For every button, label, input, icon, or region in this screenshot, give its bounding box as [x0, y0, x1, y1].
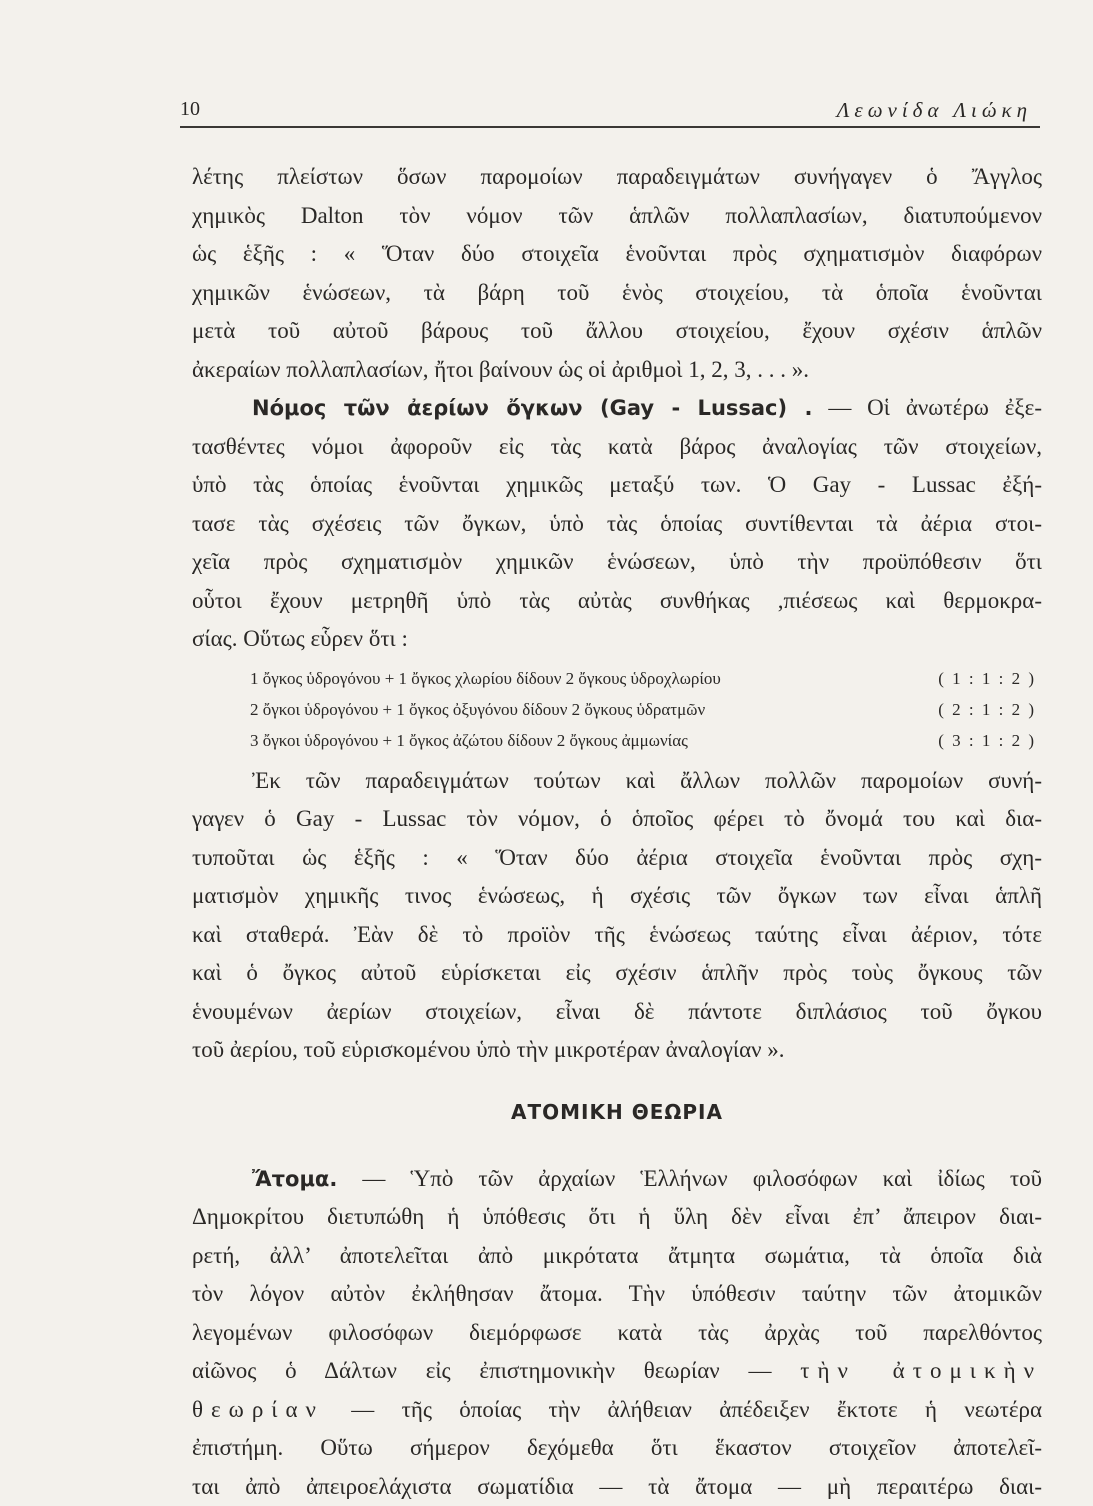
page-header	[180, 90, 1040, 128]
text-line: χημικῶν ἑνώσεων, τὰ βάρη τοῦ ἑνὸς στοιχείου, τὰ ὁποῖα ἑνοῦνται	[192, 274, 1042, 313]
reaction-text: 2 ὄγκοι ὑδρογόνου + 1 ὄγκος ὀξυγόνου δίδουν 2 ὄγκους ὑδρατμῶν	[250, 694, 705, 725]
text-line	[192, 389, 1042, 428]
text-line	[192, 1160, 1042, 1199]
reaction-row	[192, 663, 1042, 694]
spaced-term-atomic: τὴν ἀτομικὴν	[800, 1358, 1042, 1383]
reaction-ratio: ( 1 : 1 : 2 )	[938, 663, 1036, 694]
text-line: ἑνουμένων ἀερίων στοιχείων, εἶναι δὲ πάντοτε διπλάσιος τοῦ ὄγκου	[192, 993, 1042, 1032]
text-line: χεῖα πρὸς σχηματισμὸν χημικῶν ἑνώσεων, ὑπὸ τὴν προϋπόθεσιν ὅτι	[192, 543, 1042, 582]
text-line: Ἐκ τῶν παραδειγμάτων τούτων καὶ ἄλλων πολλῶν παρομοίων συνή-	[192, 762, 1042, 801]
text-line	[192, 1391, 1042, 1430]
section-heading: ΑΤΟΜΙΚΗ ΘΕΩΡΙΑ	[192, 1088, 1042, 1136]
text-line: οὗτοι ἔχουν μετρηθῆ ὑπὸ τὰς αὐτὰς συνθήκας ,πιέσεως καὶ θερμοκρα-	[192, 582, 1042, 621]
text-line: καὶ ὁ ὄγκος αὐτοῦ εὑρίσκεται εἰς σχέσιν ἁπλῆν πρὸς τοὺς ὄγκους τῶν	[192, 954, 1042, 993]
text-line: τασθέντες νόμοι ἀφοροῦν εἰς τὰς κατὰ βάρος ἀναλογίας τῶν στοιχείων,	[192, 428, 1042, 467]
reaction-list	[192, 663, 1042, 756]
text-line: μετὰ τοῦ αὐτοῦ βάρους τοῦ ἄλλου στοιχείου, ἔχουν σχέσιν ἁπλῶν	[192, 312, 1042, 351]
text-line: ἐπιστήμη. Οὕτω σήμερον δεχόμεθα ὅτι ἕκαστον στοιχεῖον ἀποτελεῖ-	[192, 1429, 1042, 1468]
reaction-ratio: ( 2 : 1 : 2 )	[938, 694, 1036, 725]
text-line: ματισμὸν χημικῆς τινος ἑνώσεως, ἡ σχέσις τῶν ὄγκων των εἶναι ἁπλῆ	[192, 877, 1042, 916]
text-line: τυποῦται ὡς ἑξῆς : « Ὅταν δύο ἀέρια στοιχεῖα ἑνοῦνται πρὸς σχη-	[192, 839, 1042, 878]
text-line: ὡς ἑξῆς : « Ὅταν δύο στοιχεῖα ἑνοῦνται πρὸς σχηματισμὸν διαφόρων	[192, 235, 1042, 274]
text-line: σίας. Οὕτως εὗρεν ὅτι :	[192, 620, 1042, 659]
text-line: λέτης πλείστων ὅσων παρομοίων παραδειγμάτων συνήγαγεν ὁ Ἄγγλος	[192, 158, 1042, 197]
text-line: ὑπὸ τὰς ὁποίας ἑνοῦνται χημικῶς μεταξύ των. Ὁ Gay - Lussac ἐξή-	[192, 466, 1042, 505]
atoms-first-line: — Ὑπὸ τῶν ἀρχαίων Ἑλλήνων φιλοσόφων καὶ ἰδίως τοῦ	[362, 1166, 1042, 1191]
text-line	[192, 1352, 1042, 1391]
text-line: ρετή, ἀλλ’ ἀποτελεῖται ἀπὸ μικρότατα ἄτμητα σωμάτια, τὰ ὁποῖα διὰ	[192, 1237, 1042, 1276]
gay-lussac-heading: Νόμος τῶν ἀερίων ὄγκων (Gay - Lussac) .	[252, 396, 813, 420]
reaction-text: 3 ὄγκοι ὑδρογόνου + 1 ὄγκος ἀζώτου δίδουν 2 ὄγκους ἀμμωνίας	[250, 725, 688, 756]
text-line: τὸν λόγον αὐτὸν ἐκλήθησαν ἄτομα. Τὴν ὑπόθεσιν ταύτην τῶν ἀτομικῶν	[192, 1275, 1042, 1314]
text-line: Δημοκρίτου διετυπώθη ἡ ὑπόθεσις ὅτι ἡ ὕλη δὲν εἶναι ἐπ’ ἄπειρον διαι-	[192, 1198, 1042, 1237]
text-line: γαγεν ὁ Gay - Lussac τὸν νόμον, ὁ ὁποῖος φέρει τὸ ὄνομά του καὶ δια-	[192, 800, 1042, 839]
text-line: ται ἀπὸ ἀπειροελάχιστα σωματίδια — τὰ ἄτομα — μὴ περαιτέρω διαι-	[192, 1468, 1042, 1506]
paragraph-atoms	[192, 1160, 1042, 1506]
paragraph-gay-lussac-law	[192, 762, 1042, 1070]
page-number: 10	[180, 98, 200, 121]
reaction-ratio: ( 3 : 1 : 2 )	[938, 725, 1036, 756]
body-text	[192, 158, 1042, 1506]
atoms-line-rest: — τῆς ὁποίας τὴν ἀλήθειαν ἀπέδειξεν ἔκτοτε ἡ νεωτέρα	[351, 1397, 1042, 1422]
atoms-heading: Ἄτομα.	[252, 1167, 337, 1191]
text-line: τασε τὰς σχέσεις τῶν ὄγκων, ὑπὸ τὰς ὁποίας συντίθενται τὰ ἀέρια στοι-	[192, 505, 1042, 544]
reaction-row	[192, 694, 1042, 725]
text-line: ἀκεραίων πολλαπλασίων, ἤτοι βαίνουν ὡς οἱ ἀριθμοὶ 1, 2, 3, . . . ».	[192, 351, 1042, 390]
reaction-text: 1 ὄγκος ὑδρογόνου + 1 ὄγκος χλωρίου δίδουν 2 ὄγκους ὑδροχλωρίου	[250, 663, 721, 694]
atoms-line-start: αἰῶνος ὁ Δάλτων εἰς ἐπιστημονικὴν θεωρίαν —	[192, 1358, 771, 1383]
paragraph-dalton-law	[192, 158, 1042, 389]
paragraph-gay-lussac	[192, 389, 1042, 659]
text-line: καὶ σταθερά. Ἐὰν δὲ τὸ προϊὸν τῆς ἑνώσεως ταύτης εἶναι ἀέριον, τότε	[192, 916, 1042, 955]
reaction-row	[192, 725, 1042, 756]
gay-lussac-first-line: — Οἱ ἀνωτέρω ἐξε-	[828, 395, 1042, 420]
spaced-term-theory: θεωρίαν	[192, 1397, 324, 1422]
text-line: τοῦ ἀερίου, τοῦ εὑρισκομένου ὑπὸ τὴν μικροτέραν ἀναλογίαν ».	[192, 1031, 1042, 1070]
text-line: λεγομένων φιλοσόφων διεμόρφωσε κατὰ τὰς ἀρχὰς τοῦ παρελθόντος	[192, 1314, 1042, 1353]
running-head-author: Λεωνίδα Λιώκη	[837, 98, 1032, 123]
text-line: χημικὸς Dalton τὸν νόμον τῶν ἁπλῶν πολλαπλασίων, διατυπούμενον	[192, 197, 1042, 236]
